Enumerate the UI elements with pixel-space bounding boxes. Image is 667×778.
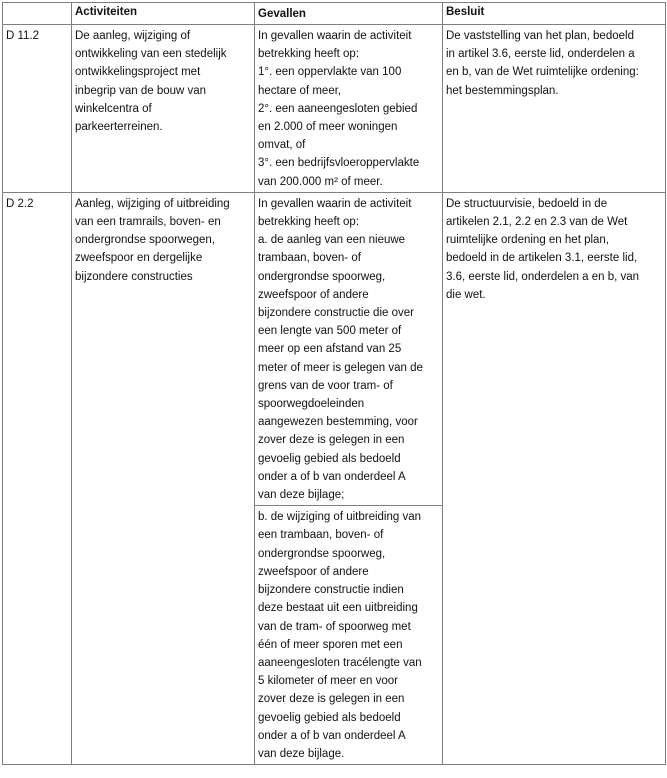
case-line: betrekking heeft op: (258, 216, 360, 229)
case-line: zover deze is gelegen in een (258, 693, 405, 706)
case-line: bijzondere constructie die over (258, 307, 414, 320)
decision-line: De vaststelling van het plan, bedoeld (446, 30, 634, 42)
activity-line: ontwikkelingsproject met (75, 66, 201, 79)
decision-line: ruimtelijke ordening en het plan, (446, 234, 610, 247)
activity-line: inbegrip van de bouw van (75, 84, 207, 97)
decision-line: De structuurvisie, bedoeld in de (446, 197, 608, 210)
case-line: zweefspoor of andere (258, 565, 369, 578)
case-line: gevoelig gebied als bedoeld (258, 711, 401, 724)
case-line: deze bestaat uit een uitbreiding (258, 602, 418, 615)
activity-line: parkeerterreinen. (75, 121, 163, 134)
activity-line: van een tramrails, boven- en (75, 216, 221, 229)
table-row (3, 193, 666, 765)
case-line: aaneengesloten tracélengte van (258, 656, 422, 669)
case-line: meter of meer is gelegen van de (258, 361, 423, 374)
case-line: 3°. een bedrijfsvloeroppervlakte (258, 157, 420, 170)
row-code: D 2.2 (3, 193, 72, 764)
row-decision (443, 25, 666, 192)
case-line: van deze bijlage; (258, 489, 345, 502)
case-line: onder a of b van onderdeel A (258, 729, 406, 742)
case-line: van 200.000 m² of meer. (258, 175, 383, 188)
case-line: omvat, of (258, 139, 306, 152)
table-row (3, 25, 666, 193)
case-line: hectare of meer, (258, 84, 342, 97)
activity-line: ontwikkeling van een stedelijk (75, 48, 227, 61)
decision-line: die wet. (446, 288, 486, 301)
decision-line: het bestemmingsplan. (446, 84, 559, 97)
case-line: a. de aanleg van een nieuwe (258, 234, 406, 247)
case-line: en 2.000 of meer woningen (258, 121, 398, 134)
case-line: ondergrondse spoorweg, (258, 270, 386, 283)
decision-line: 3.6, eerste lid, onderdelen a en b, van (446, 270, 640, 283)
activity-line: ondergrondse spoorwegen, (75, 234, 216, 247)
header-activities: Activiteiten (72, 3, 255, 24)
case-line: onder a of b van onderdeel A (258, 470, 406, 483)
case-part (255, 25, 442, 192)
case-line: grens van de voor tram- of (258, 379, 393, 392)
case-line: In gevallen waarin de activiteit (258, 197, 412, 210)
header-cases (255, 3, 443, 24)
case-line: 5 kilometer of meer en voor (258, 675, 398, 688)
header-cases-label: Gevallen (258, 8, 306, 20)
case-line: ondergrondse spoorweg, (258, 547, 386, 560)
case-line: van deze bijlage. (258, 747, 345, 760)
decision-line: bedoeld in de artikelen 3.1, eerste lid, (446, 252, 638, 265)
case-line: In gevallen waarin de activiteit (258, 30, 412, 42)
case-line: een lengte van 500 meter of (258, 325, 402, 338)
case-line: meer op een afstand van 25 (258, 343, 402, 356)
case-line: betrekking heeft op: (258, 48, 360, 61)
row-cases (255, 25, 443, 192)
activity-line: winkelcentra of (75, 102, 152, 115)
case-line: zover deze is gelegen in een (258, 434, 405, 447)
case-line: van de tram- of spoorweg met (258, 620, 411, 633)
activity-line: Aanleg, wijziging of uitbreiding (75, 197, 230, 210)
activities-table (2, 2, 666, 765)
case-line: aangewezen bestemming, voor (258, 416, 418, 429)
row-decision (443, 193, 666, 764)
activity-line: bijzondere constructies (75, 270, 193, 283)
row-code: D 11.2 (3, 25, 72, 192)
row-activity (72, 25, 255, 192)
header-decision: Besluit (443, 3, 666, 24)
row-activity (72, 193, 255, 764)
activity-line: zweefspoor en dergelijke (75, 252, 203, 265)
case-line: b. de wijziging of uitbreiding van (258, 511, 422, 524)
case-line: zweefspoor of andere (258, 288, 369, 301)
case-part (255, 193, 442, 505)
row-cases (255, 193, 443, 764)
table-header-row (3, 3, 666, 25)
case-line: trambaan, boven- of (258, 252, 361, 265)
activity-line: De aanleg, wijziging of (75, 30, 191, 42)
case-line: bijzondere constructie indien (258, 584, 404, 597)
case-line: gevoelig gebied als bedoeld (258, 452, 401, 465)
case-line: één of meer sporen met een (258, 638, 403, 651)
header-code (3, 3, 72, 24)
decision-line: artikelen 2.1, 2.2 en 2.3 van de Wet (446, 216, 628, 229)
case-line: een trambaan, boven- of (258, 529, 384, 542)
decision-line: en b, van de Wet ruimtelijke ordening: (446, 66, 639, 79)
case-line: 2°. een aaneengesloten gebied (258, 102, 418, 115)
case-line: spoorwegdoeleinden (258, 398, 365, 411)
table-body (3, 25, 666, 765)
case-line: 1°. een oppervlakte van 100 (258, 66, 402, 79)
case-part (255, 505, 442, 764)
decision-line: in artikel 3.6, eerste lid, onderdelen a (446, 48, 635, 61)
